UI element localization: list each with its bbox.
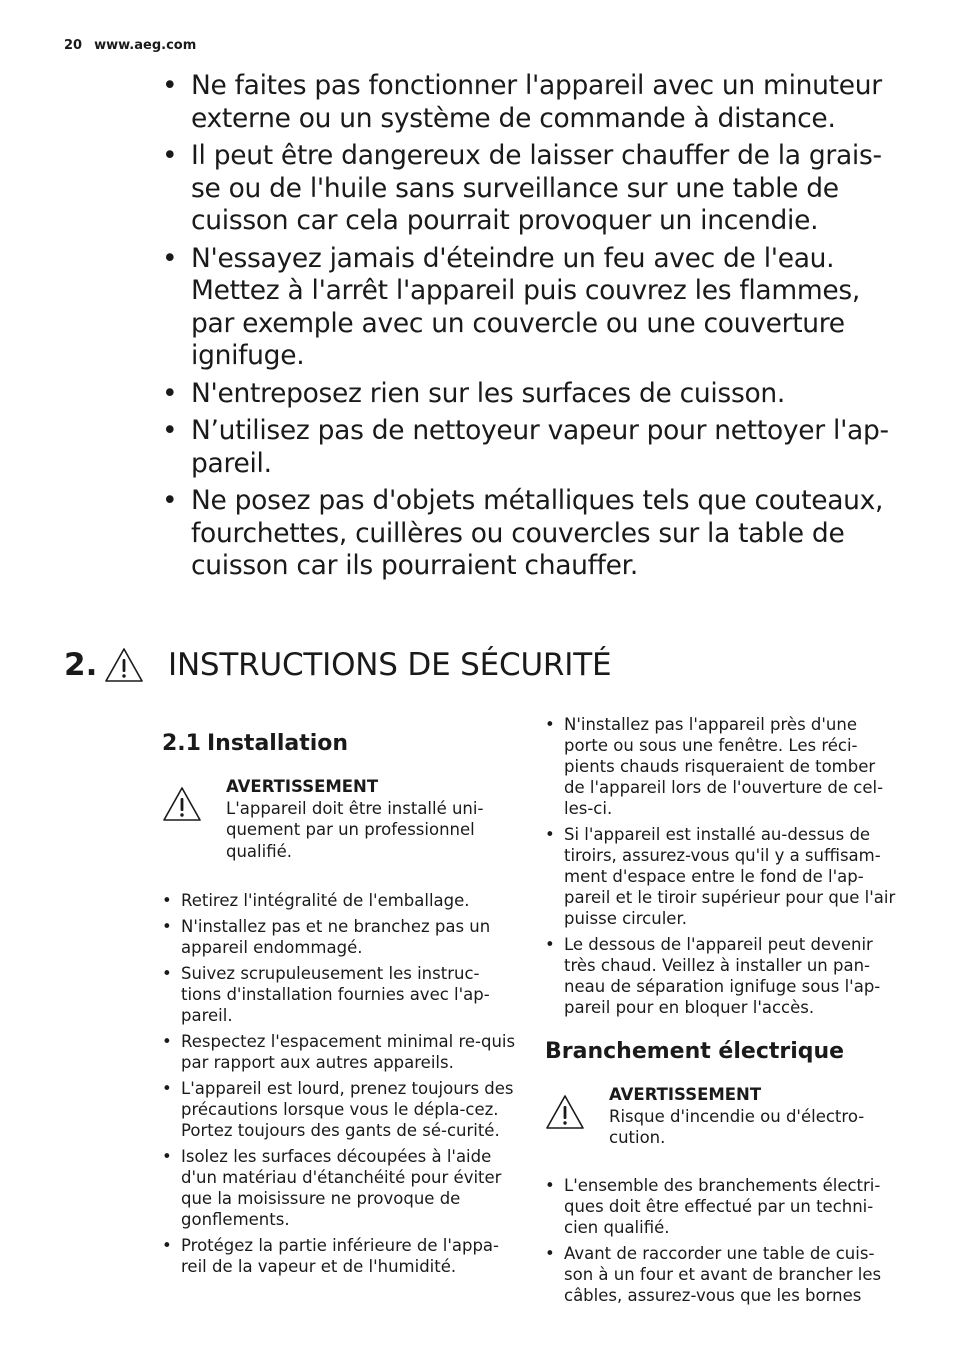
list-item: • N'installez pas l'appareil près d'une porte ou sous une fenêtre. Les réci-pients chauds risqueraient de tomber de l'appareil lors de l'ouverture de cel-les-ci. (545, 714, 899, 819)
list-item: • N'essayez jamais d'éteindre un feu avec de l'eau. Mettez à l'arrêt l'appareil puis couvrez les flammes, par exemple avec un couvercle ou une couverture ignifuge. (162, 243, 902, 373)
section-number: 2. (64, 647, 98, 683)
warning-text: L'appareil doit être installé uni-quement par un professionnel qualifié. (226, 798, 484, 861)
list-item: • Isolez les surfaces découpées à l'aide d'un matériau d'étanchéité pour éviter que la moisissure ne provoque de gonflements. (162, 1146, 516, 1230)
list-item: • Protégez la partie inférieure de l'appa-reil de la vapeur et de l'humidité. (162, 1235, 516, 1277)
left-column (162, 730, 516, 1282)
list-item: • N'entreposez rien sur les surfaces de cuisson. (162, 378, 902, 411)
installation-list (162, 890, 516, 1277)
warning-triangle-icon (162, 786, 202, 822)
list-item: • Suivez scrupuleusement les instruc-tions d'installation fournies avec l'ap-pareil. (162, 963, 516, 1026)
warning-title: AVERTISSEMENT (226, 777, 379, 796)
warning-triangle-icon (104, 647, 144, 683)
subsection-heading (162, 730, 516, 758)
page-header (64, 38, 196, 53)
website-url: www.aeg.com (94, 38, 197, 53)
list-item: • Si l'appareil est installé au-dessus de tiroirs, assurez-vous qu'il y a suffisam-ment d'espace entre le fond de l'ap-pareil et le tiroir supérieur pour que l'air puisse circuler. (545, 824, 899, 929)
list-item: • Ne posez pas d'objets métalliques tels que couteaux, fourchettes, cuillères ou couvercles sur la table de cuisson car ils pourraient chauffer. (162, 485, 902, 583)
list-item: • N'installez pas et ne branchez pas un appareil endommagé. (162, 916, 516, 958)
right-column (545, 714, 899, 1311)
subsection-number: 2.1 (162, 731, 201, 756)
list-item: • L'ensemble des branchements électri-ques doit être effectué par un techni-cien qualifié. (545, 1175, 899, 1238)
list-item: • Avant de raccorder une table de cuis-son à un four et avant de brancher les câbles, assurez-vous que les bornes (545, 1243, 899, 1306)
installation-list-continued (545, 714, 899, 1018)
page-number: 20 (64, 38, 83, 53)
list-item: • N’utilisez pas de nettoyeur vapeur pour nettoyer l'ap-pareil. (162, 415, 902, 480)
list-item: • Ne faites pas fonctionner l'appareil avec un minuteur externe ou un système de commande à distance. (162, 70, 902, 135)
list-item: • L'appareil est lourd, prenez toujours des précautions lorsque vous le dépla-cez. Portez toujours des gants de sé-curité. (162, 1078, 516, 1141)
warning-text: Risque d'incendie ou d'électro-cution. (609, 1106, 865, 1147)
list-item: • Respectez l'espacement minimal re-quis par rapport aux autres appareils. (162, 1031, 516, 1073)
warning-triangle-icon (545, 1094, 585, 1130)
safety-list (162, 70, 902, 588)
warning-box (545, 1084, 899, 1149)
subsection-heading-electrical: Branchement électrique (545, 1039, 845, 1064)
section-heading (64, 640, 611, 690)
list-item: • Il peut être dangereux de laisser chauffer de la grais-se ou de l'huile sans surveillance sur une table de cuisson car cela pourrait provoquer un incendie. (162, 140, 902, 238)
list-item: • Le dessous de l'appareil peut devenir très chaud. Veillez à installer un pan-neau de séparation ignifuge sous l'ap-pareil pour en bloquer l'accès. (545, 934, 899, 1018)
warning-box (162, 776, 516, 862)
warning-title: AVERTISSEMENT (609, 1085, 762, 1104)
section-title: INSTRUCTIONS DE SÉCURITÉ (168, 647, 612, 683)
electrical-list (545, 1175, 899, 1306)
subsection-title: Installation (206, 731, 349, 756)
list-item: • Retirez l'intégralité de l'emballage. (162, 890, 516, 911)
